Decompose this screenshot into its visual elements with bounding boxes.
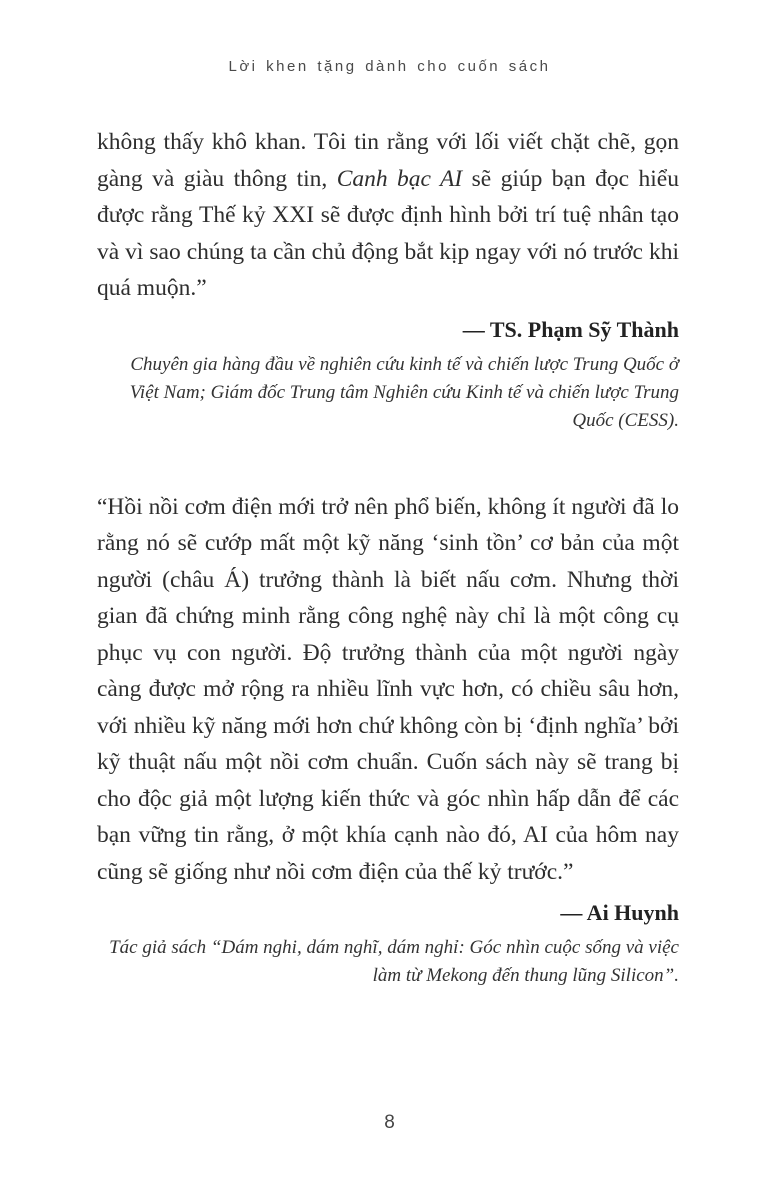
book-title-italic: Canh bạc AI — [336, 165, 463, 192]
quote-text-2: “Hồi nồi cơm điện mới trở nên phổ biến, không ít người đã lo rằng nó sẽ cướp mất một kỹ năng ‘sinh tồn’ cơ bản của một người (châu Á) trưởng thành là biết nấu cơm. Nhưng thời gian đã chứng minh rằng công nghệ này chỉ là một công cụ phục vụ con người. Độ trưởng thành của một người ngày càng được mở rộng ra nhiều lĩnh vực hơn, có chiều sâu hơn, với nhiều kỹ năng mới hơn chứ không còn bị ‘định nghĩa’ bởi kỹ thuật nấu một nồi cơm chuẩn. Cuốn sách này sẽ trang bị cho độc giả một lượng kiến thức và góc nhìn hấp dẫn để các bạn vững tin rằng, ở một khía cạnh nào đó, AI của hôm nay cũng sẽ giống như nồi cơm điện của thế kỷ trước.” — [97, 493, 679, 885]
running-header: Lời khen tặng dành cho cuốn sách — [228, 58, 551, 75]
quote1-text-post: sẽ giúp bạn đọc hiểu được rằng Thế kỷ XXI sẽ được định hình bởi trí tuệ nhân tạo và vì sao chúng ta cần chủ động bắt kịp ngay với nó trước khi quá muộn.” — [97, 165, 679, 301]
page-content — [97, 124, 679, 990]
page-number: 8 — [384, 1112, 395, 1133]
quote1-text-pre: không thấy khô khan. Tôi tin rằng với lối viết chặt chẽ, gọn gàng và giàu thông tin, — [97, 129, 679, 192]
quote-text-1 — [97, 124, 679, 307]
credential-1: Chuyên gia hàng đầu về nghiên cứu kinh tế và chiến lược Trung Quốc ở Việt Nam; Giám đốc Trung tâm Nghiên cứu Kinh tế và chiến lược Trung Quốc (CESS). — [129, 353, 679, 431]
credential-2: Tác giả sách “Dám nghi, dám nghĩ, dám nghỉ: Góc nhìn cuộc sống và việc làm từ Mekong đến thung lũng Silicon”. — [109, 937, 679, 986]
attribution-2: — Ai Huynh — [560, 900, 679, 925]
attribution-1: — TS. Phạm Sỹ Thành — [462, 316, 679, 342]
quote-block-2 — [97, 489, 679, 991]
quote-block-1 — [97, 124, 679, 435]
